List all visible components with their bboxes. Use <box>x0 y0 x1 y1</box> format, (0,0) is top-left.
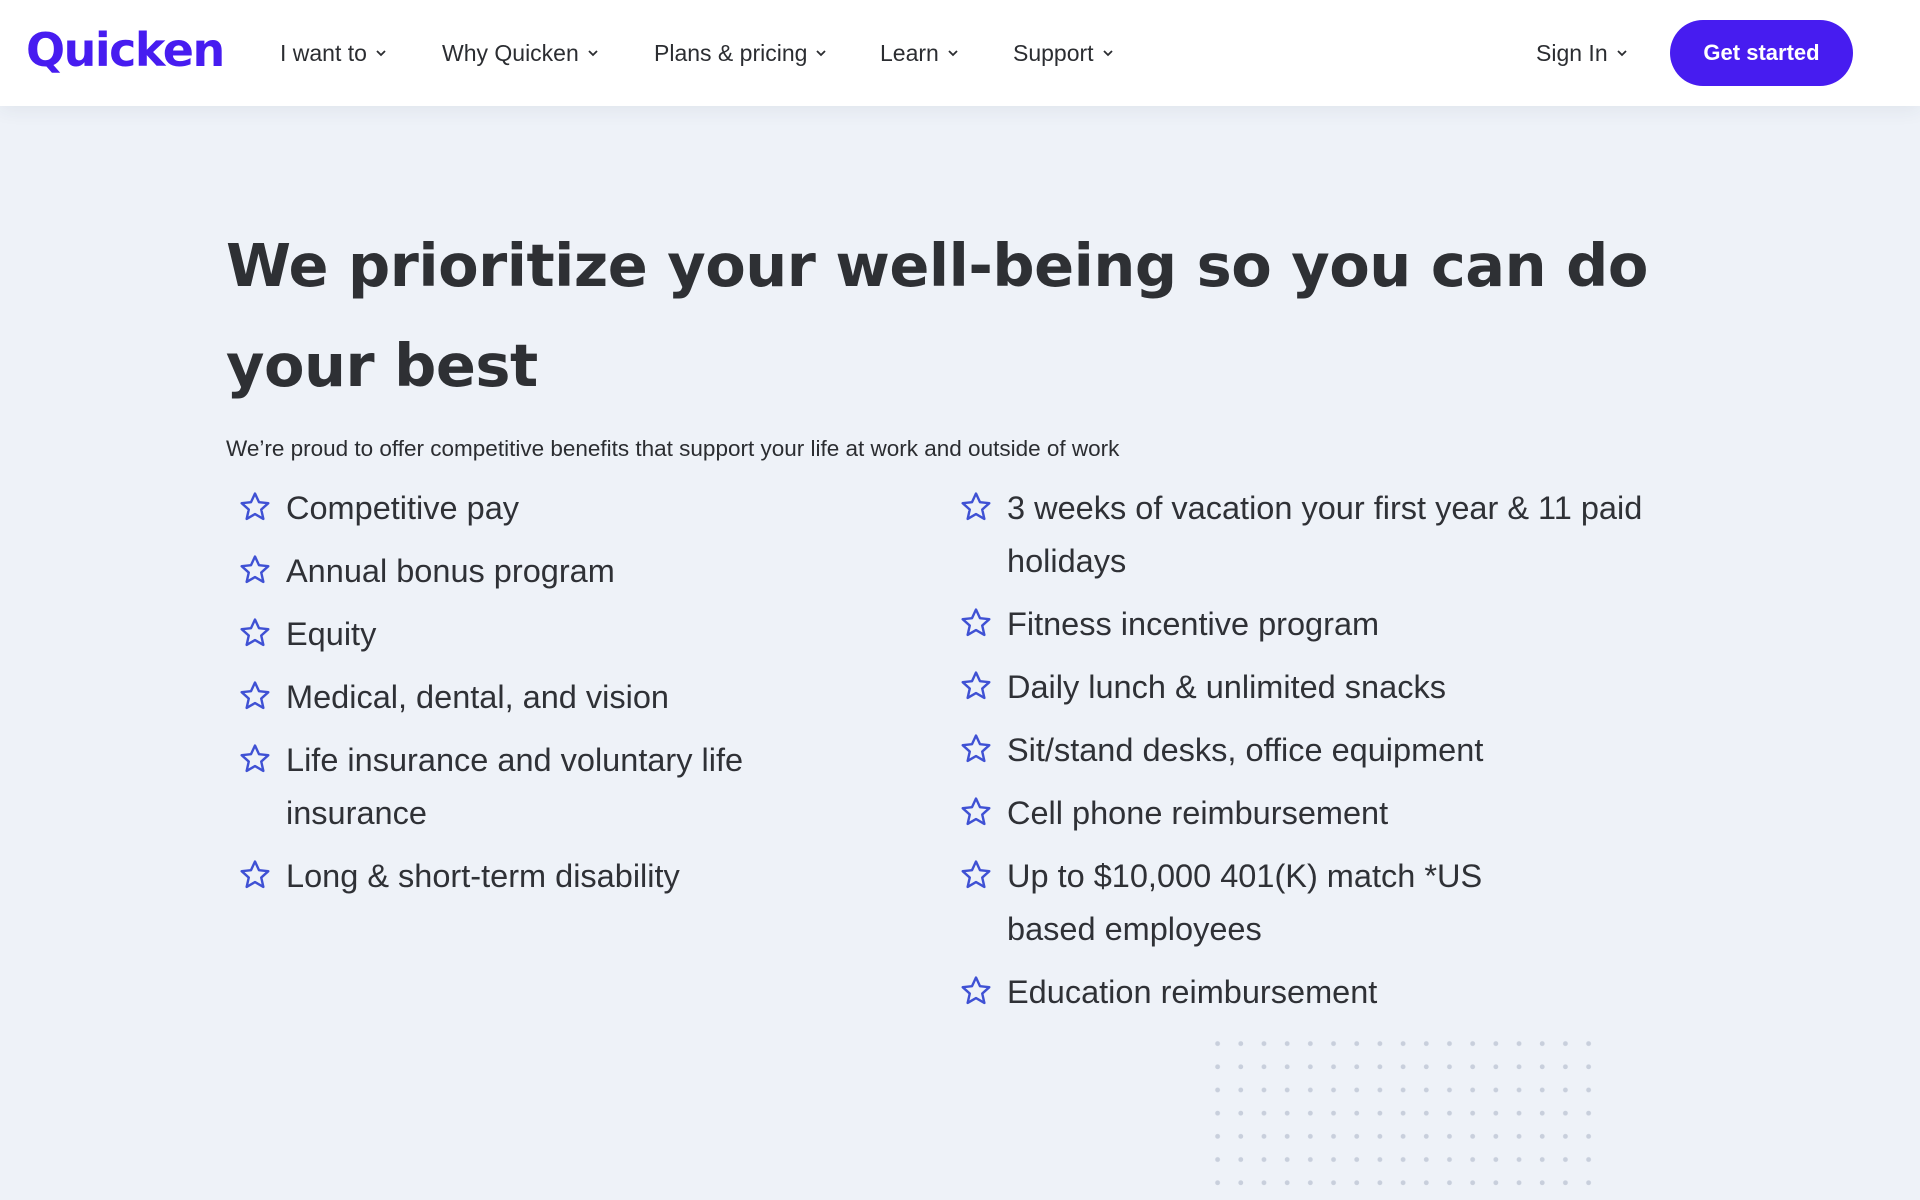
sign-in-menu[interactable] <box>1536 36 1628 70</box>
star-outline-icon <box>959 606 993 640</box>
star-outline-icon <box>959 490 993 524</box>
benefit-item <box>238 545 838 598</box>
benefit-text: 3 weeks of vacation your first year & 11 paid holidays <box>1007 490 1643 579</box>
benefit-item <box>238 850 838 903</box>
benefit-text: Sit/stand desks, office equipment <box>1007 732 1484 768</box>
nav-label: Support <box>1013 39 1094 66</box>
benefit-text: Cell phone reimbursement <box>1007 795 1389 831</box>
benefit-item <box>959 661 1719 714</box>
benefit-item <box>238 671 838 724</box>
nav-label: I want to <box>280 39 367 66</box>
benefit-text: Competitive pay <box>286 490 520 526</box>
nav-label: Why Quicken <box>442 39 579 66</box>
star-outline-icon <box>959 732 993 766</box>
benefit-item <box>959 787 1719 840</box>
star-outline-icon <box>959 974 993 1008</box>
benefit-text: Medical, dental, and vision <box>286 679 670 715</box>
star-outline-icon <box>238 742 272 776</box>
site-header <box>0 0 1920 106</box>
chevron-down-icon <box>587 47 599 59</box>
benefit-item <box>959 482 1719 588</box>
benefit-text: Up to $10,000 401(K) match *US based employees <box>1007 858 1483 947</box>
benefit-item <box>959 966 1719 1019</box>
chevron-down-icon <box>947 47 959 59</box>
nav-plans-pricing[interactable] <box>654 36 827 70</box>
chevron-down-icon <box>375 47 387 59</box>
chevron-down-icon <box>1102 47 1114 59</box>
chevron-down-icon <box>1616 47 1628 59</box>
page-headline: We prioritize your well-being so you can do your best <box>226 231 1648 400</box>
nav-support[interactable] <box>1013 36 1114 70</box>
nav-label: Learn <box>880 39 939 66</box>
nav-label: Plans & pricing <box>654 39 808 66</box>
benefit-item <box>238 734 838 840</box>
nav-i-want-to[interactable] <box>280 36 387 70</box>
get-started-button[interactable]: Get started <box>1670 20 1853 86</box>
nav-why-quicken[interactable] <box>442 36 599 70</box>
star-outline-icon <box>238 490 272 524</box>
benefit-item <box>238 482 838 535</box>
benefits-list-left <box>238 482 838 913</box>
quicken-logo[interactable]: Quicken <box>26 23 224 77</box>
benefit-item <box>959 598 1719 651</box>
benefits-list-right <box>959 482 1719 1029</box>
benefit-text: Life insurance and voluntary life insurance <box>286 742 744 831</box>
star-outline-icon <box>959 669 993 703</box>
benefits-subtitle: We’re proud to offer competitive benefits that support your life at work and outside of work <box>226 436 1120 461</box>
benefit-item <box>959 724 1719 777</box>
benefit-item <box>238 608 838 661</box>
benefit-text: Fitness incentive program <box>1007 606 1380 642</box>
star-outline-icon <box>238 616 272 650</box>
star-outline-icon <box>959 795 993 829</box>
benefit-item <box>959 850 1719 956</box>
star-outline-icon <box>238 553 272 587</box>
star-outline-icon <box>959 858 993 892</box>
sign-in-label: Sign In <box>1536 39 1608 66</box>
chevron-down-icon <box>815 47 827 59</box>
benefit-text: Equity <box>286 616 377 652</box>
decorative-dot-grid <box>1206 1032 1598 1200</box>
star-outline-icon <box>238 679 272 713</box>
benefit-text: Long & short-term disability <box>286 858 680 894</box>
benefit-text: Education reimbursement <box>1007 974 1378 1010</box>
nav-learn[interactable] <box>880 36 959 70</box>
benefit-text: Annual bonus program <box>286 553 615 589</box>
benefit-text: Daily lunch & unlimited snacks <box>1007 669 1446 705</box>
star-outline-icon <box>238 858 272 892</box>
